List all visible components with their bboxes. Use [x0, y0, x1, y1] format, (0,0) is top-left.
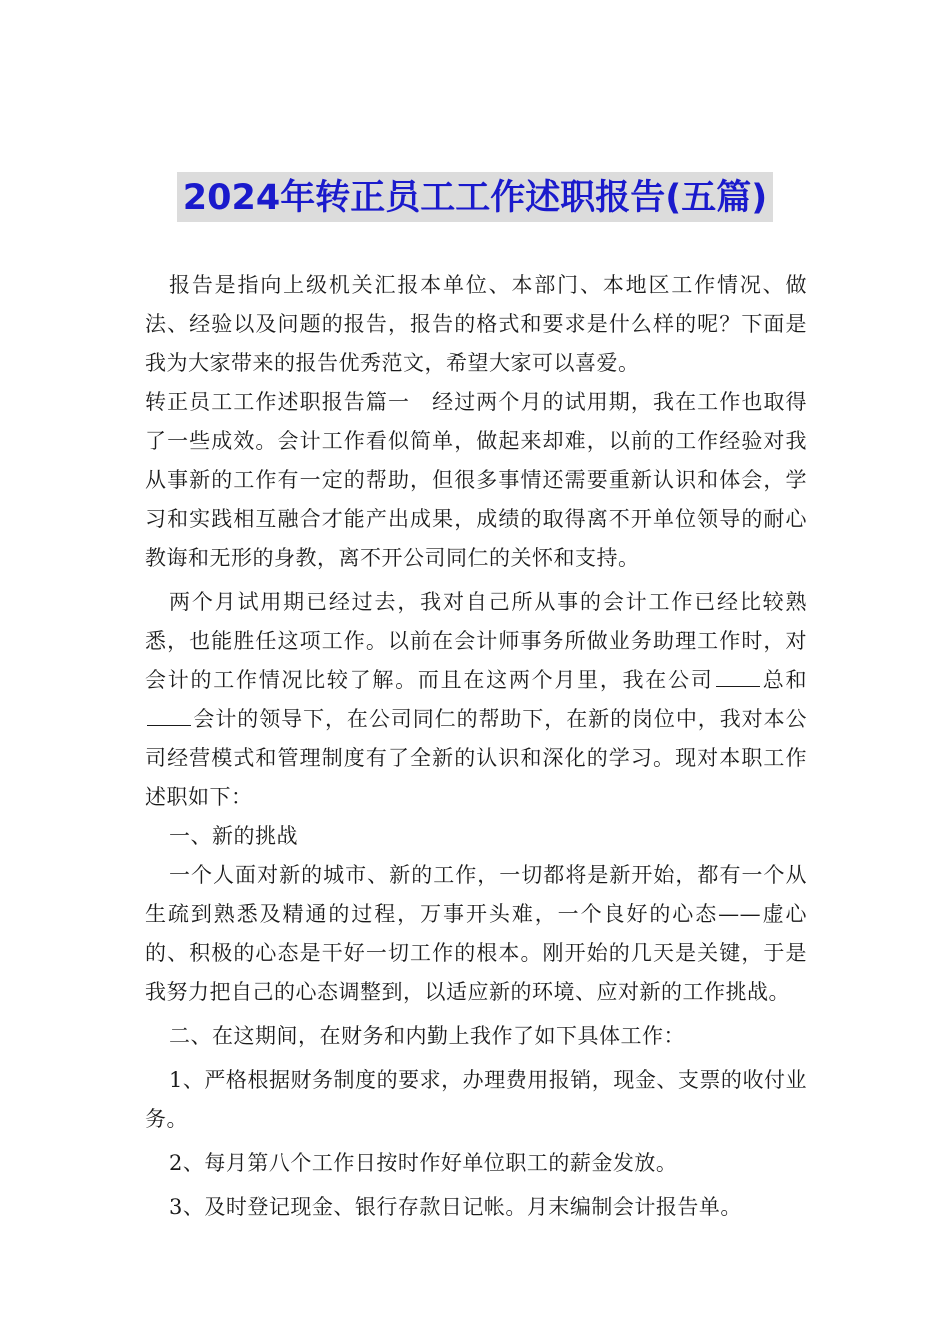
paragraph-3: 一个人面对新的城市、新的工作，一切都将是新开始，都有一个从生疏到熟悉及精通的过程，万事开头难，一个良好的心态——虚心的、积极的心态是干好一切工作的根本。刚开始的几天是关键，于是我努力把自己的心态调整到，以适应新的环境、应对新的工作挑战。 — [145, 863, 807, 1004]
list-item-1: 1、严格根据财务制度的要求，办理费用报销，现金、支票的收付业务。 — [145, 1068, 807, 1131]
blank-underline — [716, 668, 760, 687]
paragraph-2 — [145, 583, 807, 817]
list-item-2: 2、每月第八个工作日按时作好单位职工的薪金发放。 — [169, 1151, 678, 1175]
blank-underline — [147, 707, 191, 726]
heading-1: 一、新的挑战 — [169, 824, 298, 848]
paragraph-2-part-b: 总和 — [761, 668, 808, 692]
title-container — [0, 172, 950, 222]
document-body — [145, 266, 807, 1227]
list-item-3: 3、及时登记现金、银行存款日记帐。月末编制会计报告单。 — [169, 1195, 742, 1219]
heading-2: 二、在这期间，在财务和内勤上我作了如下具体工作： — [169, 1024, 685, 1048]
paragraph-1: 转正员工工作述职报告篇一 经过两个月的试用期，我在工作也取得了一些成效。会计工作看似简单，做起来却难，以前的工作经验对我从事新的工作有一定的帮助，但很多事情还需要重新认识和体会，学习和实践相互融合才能产出成果，成绩的取得离不开单位领导的耐心教诲和无形的身教，离不开公司同仁的关怀和支持。 — [145, 390, 807, 570]
paragraph-intro: 报告是指向上级机关汇报本单位、本部门、本地区工作情况、做法、经验以及问题的报告，报告的格式和要求是什么样的呢？下面是我为大家带来的报告优秀范文，希望大家可以喜爱。 — [145, 273, 807, 375]
paragraph-2-part-a: 两个月试用期已经过去，我对自己所从事的会计工作已经比较熟悉，也能胜任这项工作。以前在会计师事务所做业务助理工作时，对会计的工作情况比较了解。而且在这两个月里，我在公司 — [145, 590, 807, 692]
document-title: 2024年转正员工工作述职报告(五篇) — [177, 172, 773, 222]
paragraph-2-part-c: 会计的领导下，在公司同仁的帮助下，在新的岗位中，我对本公司经营模式和管理制度有了全新的认识和深化的学习。现对本职工作述职如下： — [145, 707, 807, 809]
